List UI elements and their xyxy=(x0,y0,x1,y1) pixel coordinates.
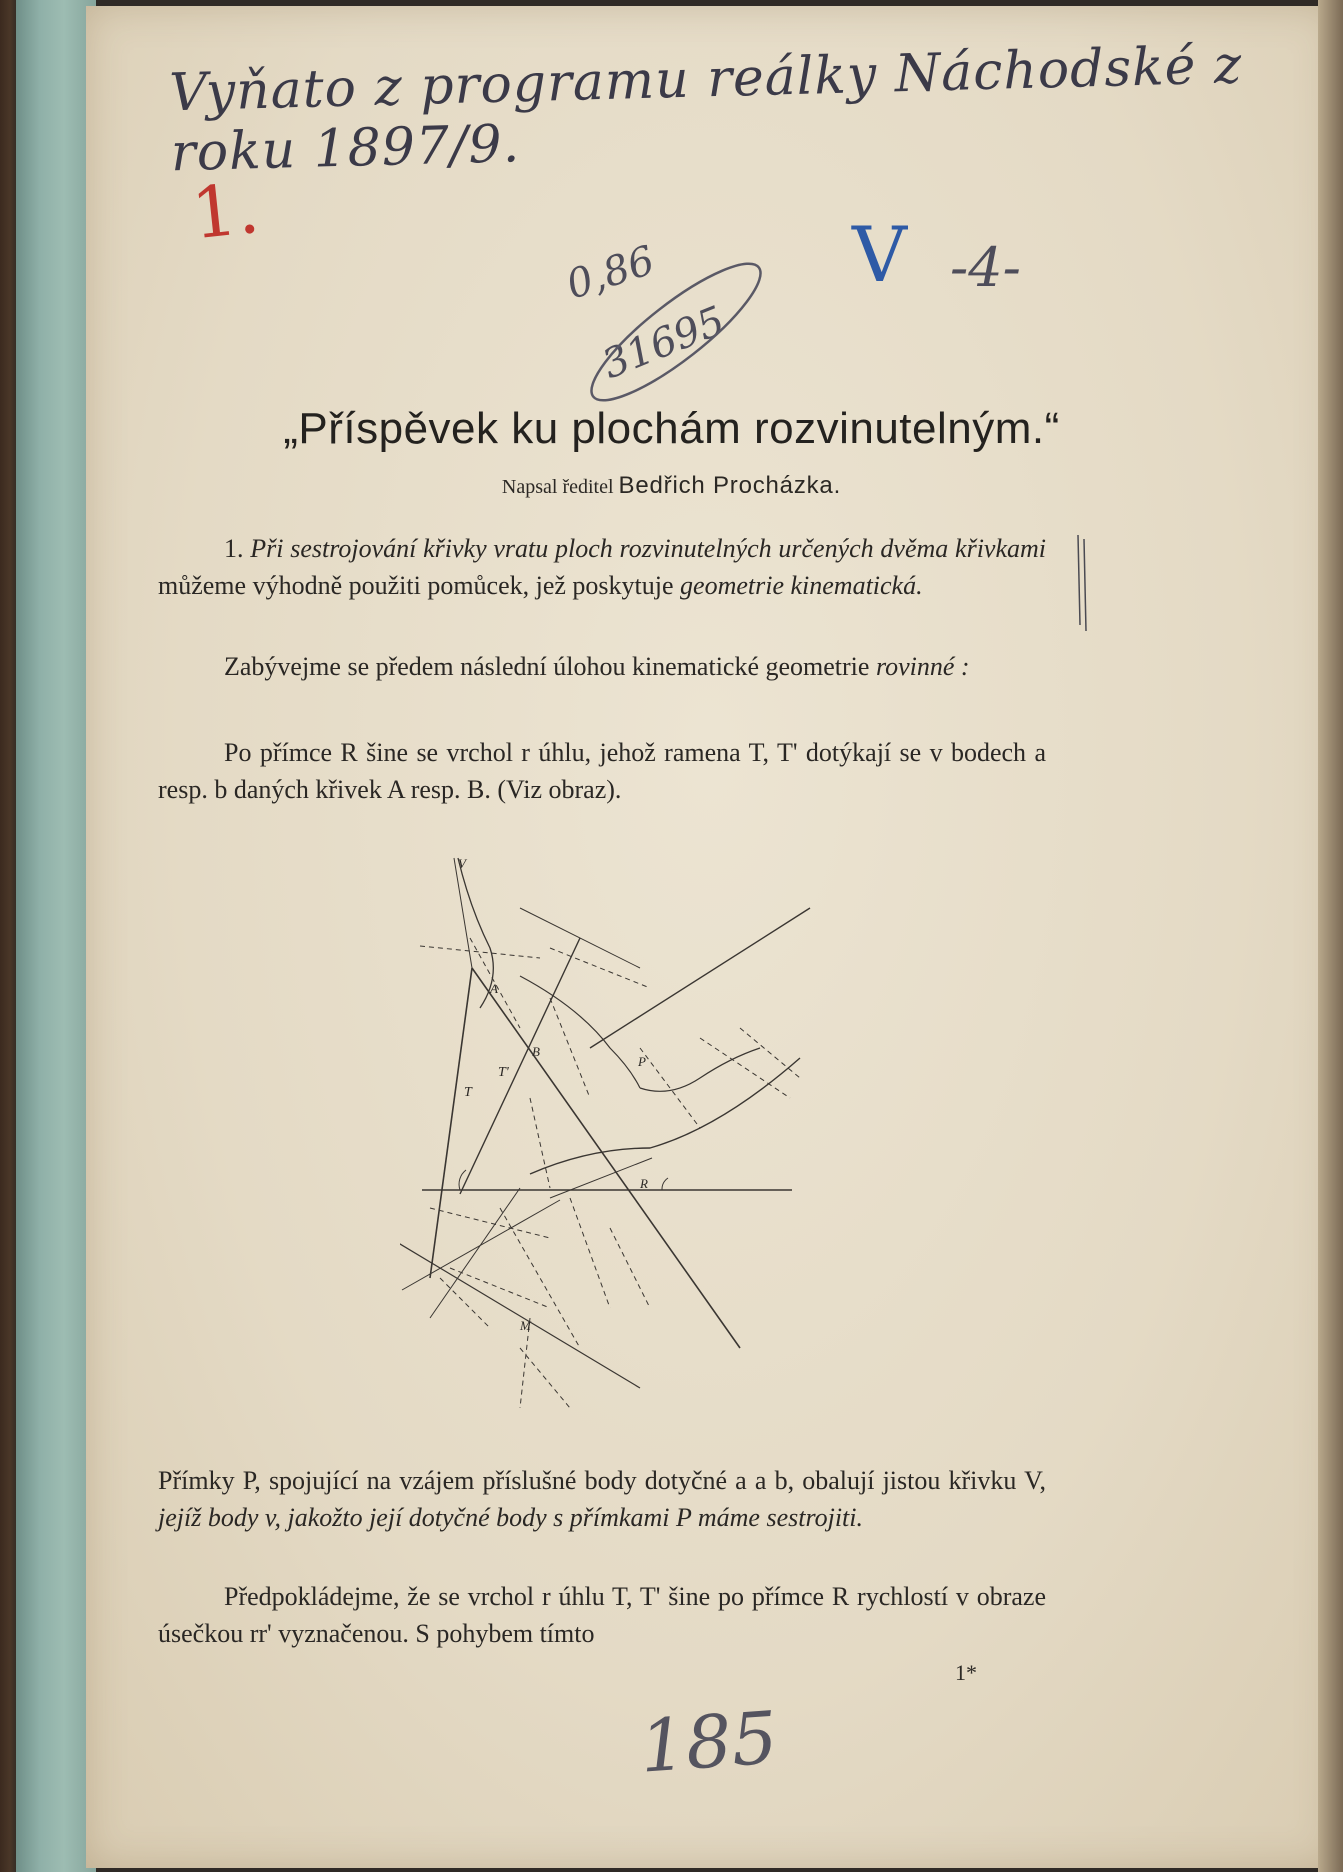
pencil-dash-number: -4- xyxy=(950,236,1021,299)
paragraph-1-italic-end: geometrie kinematická. xyxy=(680,571,923,600)
paragraph-2-italic: rovinné : xyxy=(875,652,970,681)
book-spine xyxy=(16,0,96,1872)
pencil-oval xyxy=(566,252,786,412)
label-T-prime: T' xyxy=(498,1065,509,1080)
pencil-number: 0,86 xyxy=(561,237,660,309)
paragraph-1-italic: Při sestrojování křivky vratu ploch rozvinutelných určených dvěma křivkami xyxy=(250,534,1047,563)
blue-ink-mark: V xyxy=(852,210,907,299)
geometric-figure xyxy=(400,848,840,1428)
paragraph-4 xyxy=(158,1462,1046,1536)
margin-pencil-lines xyxy=(1072,535,1092,635)
label-V: V xyxy=(458,856,466,871)
author-name: Bedřich Procházka. xyxy=(618,472,842,499)
label-P: P xyxy=(638,1054,646,1069)
paragraph-5 xyxy=(158,1578,1046,1652)
red-ink-mark: 1. xyxy=(187,166,263,256)
handwritten-header: Vyňato z programu reálky Náchodské z roku 1897/9. xyxy=(168,35,1244,184)
paragraph-2 xyxy=(158,648,1046,685)
paragraph-3-text: Po přímce R šine se vrchol r úhlu, jehož ramena T, T' dotýkají se v bodech a resp. b daných křivek A resp. B. (Viz obraz). xyxy=(158,738,1046,804)
paragraph-number: 1. xyxy=(224,534,244,563)
paragraph-3 xyxy=(158,734,1046,808)
signature-mark: 1* xyxy=(955,1660,977,1685)
paragraph-2-text: Zabývejme se předem následní úlohou kinematické geometrie xyxy=(224,652,870,681)
label-R: R xyxy=(640,1176,648,1191)
paragraph-4-italic: jejíž body v, jakožto její dotyčné body s přímkami P máme sestrojiti. xyxy=(158,1503,864,1532)
author-line xyxy=(0,472,1343,500)
page-edge xyxy=(1318,0,1343,1872)
label-T: T xyxy=(464,1085,472,1100)
paragraph-1-text: můžeme výhodně použiti pomůcek, jež poskytuje xyxy=(158,571,674,600)
paragraph-4-text: Přímky P, spojující na vzájem příslušné body dotyčné a a b, obalují jistou křivku V, xyxy=(158,1466,1046,1495)
label-M: M xyxy=(520,1318,531,1333)
paragraph-5-text: Předpokládejme, že se vrchol r úhlu T, T' šine po přímce R rychlostí v obraze úsečkou rr' vyznačenou. S pohybem tímto xyxy=(158,1582,1046,1648)
author-prefix: Napsal ředitel xyxy=(501,476,614,498)
pencil-bottom-number: 185 xyxy=(637,1695,781,1789)
article-title: „Příspěvek ku plochám rozvinutelným.“ xyxy=(283,404,1060,453)
label-A: A xyxy=(490,981,498,996)
pencil-circled-number: 31695 xyxy=(596,297,732,389)
label-B: B xyxy=(532,1044,540,1059)
paragraph-1 xyxy=(158,530,1046,604)
